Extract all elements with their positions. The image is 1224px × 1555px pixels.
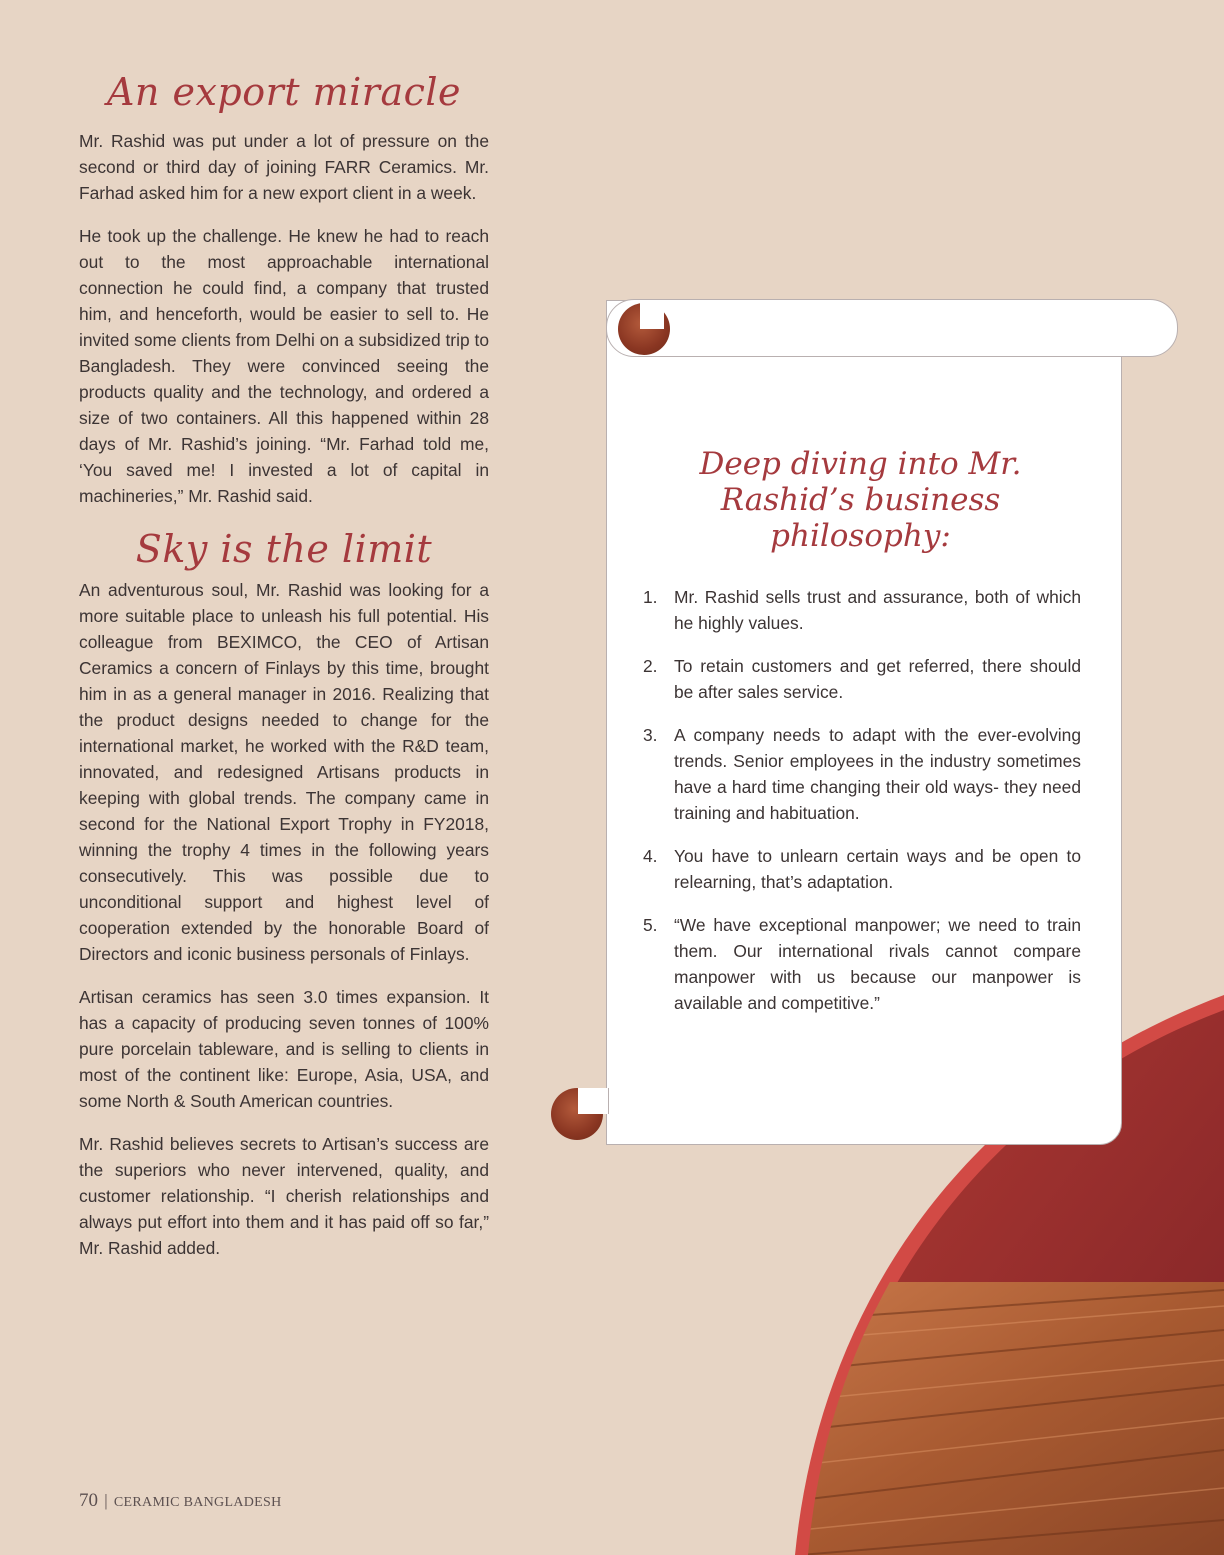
paragraph-5: Mr. Rashid believes secrets to Artisan’s success are the superiors who never intervened, quality, and customer relationship. “I cherish relationships and always put effort into them and it has paid off so far,” Mr. Rashid added. — [79, 1134, 489, 1258]
list-text: You have to unlearn certain ways and be open to relearning, that’s adaptation. — [674, 846, 1081, 892]
heading-deep-diving: Deep diving into Mr. Rashid’s business philosophy: — [699, 446, 1022, 554]
paragraph-2: He took up the challenge. He knew he had to reach out to the most approachable international connection he could find, a company that trusted him, and henceforth, would be easier to sell to. He invited some clients from Delhi on a subsidized trip to Bangladesh. They were convinced seeing the products quality and the technology, and ordered a size of two containers. All this happened within 28 days of Mr. Rashid’s joining. “Mr. Farhad told me, ‘You saved me! I invested a lot of capital in machineries,” Mr. Rashid said. — [79, 226, 489, 506]
list-item — [640, 912, 1081, 1016]
paragraph-3: An adventurous soul, Mr. Rashid was looking for a more suitable place to unleash his full potential. His colleague from BEXIMCO, the CEO of Artisan Ceramics a concern of Finlays by this time, brought him in as a general manager in 2016. Realizing that the product designs needed to change for the international market, he worked with the R&D team, innovated, and redesigned Artisans products in keeping with global trends. The company came in second for the National Export Trophy in FY2018, winning the trophy 4 times in the following years consecutively. This was possible due to unconditional support and highest level of cooperation extended by the honorable Board of Directors and iconic business personals of Finlays. — [79, 580, 489, 964]
magazine-name: CERAMIC BANGLADESH — [113, 1495, 282, 1510]
list-number: 2. — [643, 656, 658, 676]
wood-floor — [780, 1282, 1224, 1555]
heading-sky-is-the-limit: Sky is the limit — [135, 527, 433, 571]
list-text: To retain customers and get referred, there should be after sales service. — [674, 656, 1081, 702]
list-number: 5. — [643, 915, 658, 935]
list-text: “We have exceptional manpower; we need to train them. Our international rivals cannot compare manpower with us because our manpower is available and competitive.” — [674, 915, 1081, 1013]
philosophy-card-content — [640, 446, 1081, 1033]
footer-separator: | — [104, 1491, 108, 1510]
scroll-curl-bottom-mask — [578, 1088, 609, 1114]
list-number: 1. — [643, 587, 658, 607]
left-column — [79, 70, 489, 1278]
list-text: Mr. Rashid sells trust and assurance, both of which he highly values. — [674, 587, 1081, 633]
scroll-curl-top-mask — [640, 303, 664, 329]
philosophy-list — [640, 584, 1081, 1016]
list-number: 4. — [643, 846, 658, 866]
list-number: 3. — [643, 725, 658, 745]
scroll-card-top-roll — [606, 299, 1178, 357]
list-text: A company needs to adapt with the ever-evolving trends. Senior employees in the industry sometimes have a hard time changing their old ways- they need training and habituation. — [674, 725, 1081, 823]
page-footer — [79, 1490, 281, 1512]
list-item — [640, 584, 1081, 636]
page-number: 70 — [79, 1490, 98, 1511]
list-item — [640, 653, 1081, 705]
list-item — [640, 843, 1081, 895]
list-item — [640, 722, 1081, 826]
heading-export-miracle: An export miracle — [106, 70, 462, 114]
paragraph-4: Artisan ceramics has seen 3.0 times expansion. It has a capacity of producing seven tonnes of 100% pure porcelain tableware, and is selling to clients in most of the continent like: Europe, Asia, USA, and some North & South American countries. — [79, 987, 489, 1111]
paragraph-1: Mr. Rashid was put under a lot of pressure on the second or third day of joining FARR Ceramics. Mr. Farhad asked him for a new export client in a week. — [79, 131, 489, 203]
